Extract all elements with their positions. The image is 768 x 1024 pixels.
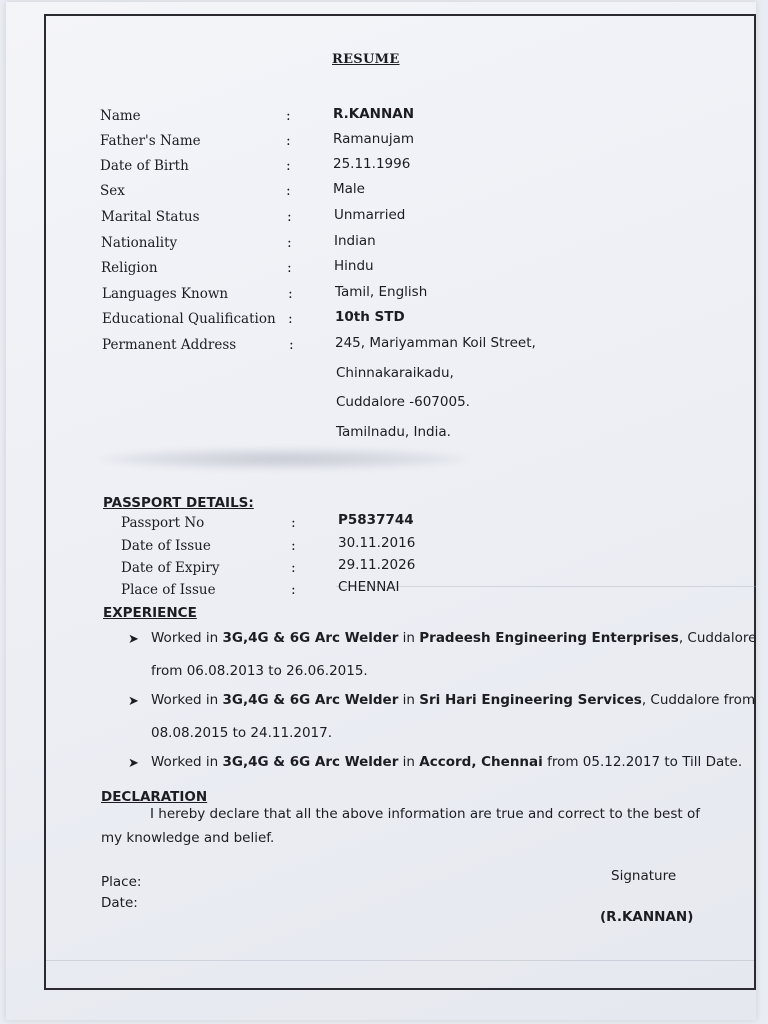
field-label: Languages Known (102, 286, 229, 302)
field-label: Sex (100, 183, 125, 199)
place-label: Place: (101, 874, 142, 890)
field-label: Date of Birth (100, 158, 189, 174)
field-label: Name (100, 108, 141, 124)
passport-field-label: Date of Expiry (121, 560, 220, 576)
experience-text: Worked in (151, 692, 223, 708)
experience-dates: from 06.08.2013 to 26.06.2015. (151, 663, 368, 679)
experience-highlight: Sri Hari Engineering Services (419, 692, 642, 708)
experience-text: , Cuddalore from (641, 692, 756, 708)
colon-separator: : (287, 235, 292, 251)
colon-separator: : (286, 108, 291, 124)
colon-separator: : (286, 158, 291, 174)
experience-text: in (398, 692, 420, 708)
declaration-text-line1: I hereby declare that all the above information are true and correct to the best of (150, 806, 700, 822)
bullet-arrow-icon: ➤ (128, 694, 139, 709)
field-value: 10th STD (335, 309, 405, 325)
field-value: 245, Mariyamman Koil Street, (335, 335, 536, 351)
passport-field-value: CHENNAI (338, 579, 400, 595)
field-label: Father's Name (100, 133, 201, 149)
colon-separator: : (289, 337, 294, 353)
field-label: Nationality (101, 235, 178, 251)
experience-highlight: 3G,4G & 6G Arc Welder (222, 630, 399, 646)
passport-heading: PASSPORT DETAILS: (103, 495, 254, 511)
bullet-arrow-icon: ➤ (128, 756, 139, 771)
experience-highlight: 3G,4G & 6G Arc Welder (222, 692, 399, 708)
field-label: Marital Status (101, 209, 200, 225)
colon-separator: : (291, 560, 296, 576)
experience-item (151, 692, 755, 708)
experience-text: Worked in (151, 630, 223, 646)
colon-separator: : (286, 133, 291, 149)
passport-field-label: Date of Issue (121, 538, 211, 554)
experience-dates: 08.08.2015 to 24.11.2017. (151, 725, 333, 741)
experience-item (151, 630, 756, 646)
signatory-name: (R.KANNAN) (600, 909, 694, 925)
field-value: Tamil, English (335, 284, 428, 300)
declaration-heading: DECLARATION (101, 789, 208, 805)
document-title: RESUME (332, 52, 400, 67)
colon-separator: : (288, 286, 293, 302)
declaration-text-line2: my knowledge and belief. (101, 830, 275, 846)
bullet-arrow-icon: ➤ (128, 632, 139, 647)
passport-field-value: P5837744 (338, 512, 414, 528)
field-label: Permanent Address (102, 337, 237, 353)
colon-separator: : (291, 538, 296, 554)
colon-separator: : (286, 183, 291, 199)
experience-text: in (398, 630, 420, 646)
colon-separator: : (287, 209, 292, 225)
field-value: Indian (334, 233, 376, 249)
field-value: Unmarried (334, 207, 406, 223)
colon-separator: : (291, 582, 296, 598)
field-label: Religion (101, 260, 158, 276)
divider (46, 960, 754, 961)
passport-field-value: 30.11.2016 (338, 535, 416, 551)
experience-text: in (398, 754, 420, 770)
experience-heading: EXPERIENCE (103, 605, 197, 621)
address-line: Tamilnadu, India. (336, 424, 451, 440)
experience-item (151, 754, 742, 770)
address-line: Chinnakaraikadu, (336, 365, 454, 381)
colon-separator: : (291, 515, 296, 531)
field-value: Male (333, 181, 365, 197)
signature-label: Signature (611, 868, 677, 884)
experience-text: Worked in (151, 754, 223, 770)
passport-field-label: Passport No (121, 515, 205, 531)
address-line: Cuddalore -607005. (336, 394, 470, 410)
experience-highlight: 3G,4G & 6G Arc Welder (222, 754, 399, 770)
field-value: Hindu (334, 258, 374, 274)
passport-field-value: 29.11.2026 (338, 557, 416, 573)
experience-highlight: Accord, Chennai (419, 754, 543, 770)
experience-text: from 05.12.2017 to Till Date. (542, 754, 743, 770)
field-value: R.KANNAN (333, 106, 415, 122)
field-label: Educational Qualification (102, 311, 276, 327)
field-value: Ramanujam (333, 131, 415, 147)
date-label: Date: (101, 895, 138, 911)
experience-highlight: Pradeesh Engineering Enterprises (419, 630, 679, 646)
passport-field-label: Place of Issue (121, 582, 216, 598)
colon-separator: : (288, 311, 293, 327)
field-value: 25.11.1996 (333, 156, 411, 172)
experience-text: , Cuddalore (678, 630, 757, 646)
redacted-smudge (98, 448, 468, 470)
colon-separator: : (287, 260, 292, 276)
